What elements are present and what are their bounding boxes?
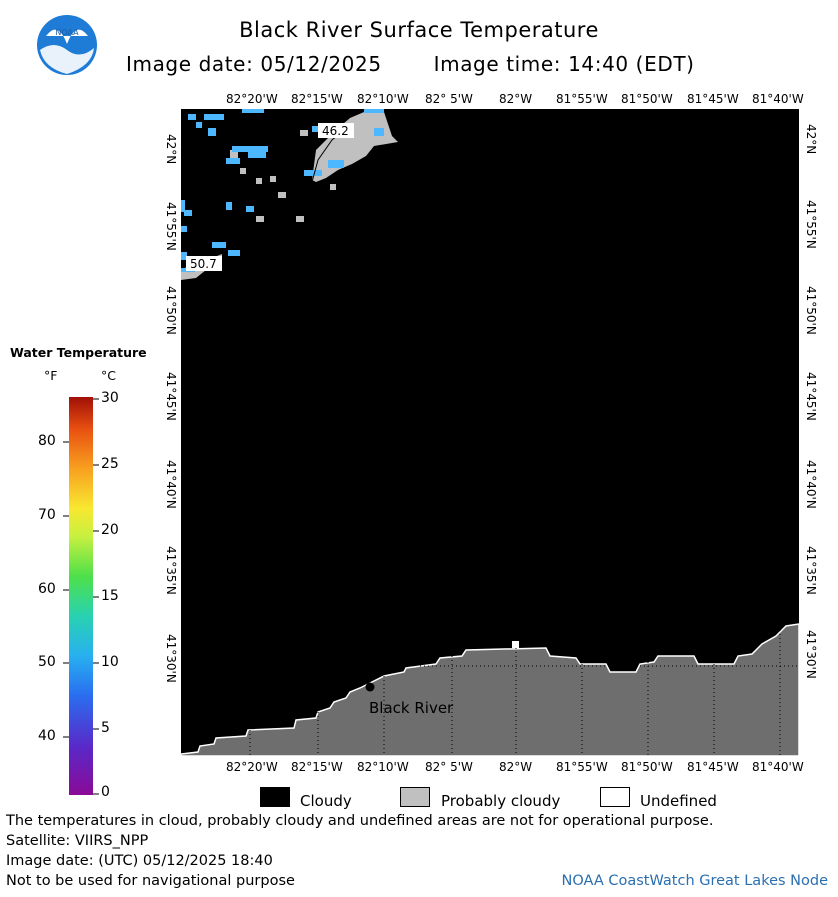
- lat-tick-right: 41°40'N: [804, 460, 818, 509]
- probably-cloudy-label: Probably cloudy: [441, 792, 561, 810]
- lon-tick-top: 82°15'W: [291, 92, 343, 106]
- cloudy-swatch: [260, 787, 290, 807]
- lon-tick-bottom: 81°55'W: [556, 760, 608, 774]
- f-scale-label: 40: [38, 728, 56, 744]
- lat-tick-right: 41°35'N: [804, 546, 818, 595]
- c-scale-label: 0: [101, 784, 110, 800]
- c-scale-label: 5: [101, 720, 110, 736]
- disclaimer-text: The temperatures in cloud, probably cloudy and undefined areas are not for operational purpose.: [6, 813, 714, 829]
- lat-tick-left: 41°40'N: [164, 460, 178, 509]
- black-river-marker: [366, 683, 375, 692]
- lon-tick-bottom: 82°10'W: [357, 760, 409, 774]
- unit-celsius: °C: [101, 368, 116, 383]
- image-date: Image date: 05/12/2025: [126, 52, 382, 76]
- lon-tick-bottom: 81°40'W: [752, 760, 804, 774]
- lat-tick-right: 41°30'N: [804, 630, 818, 679]
- lon-tick-top: 81°55'W: [556, 92, 608, 106]
- lon-tick-top: 82°10'W: [357, 92, 409, 106]
- satellite-text: Satellite: VIIRS_NPP: [6, 833, 149, 849]
- lon-tick-top: 82°20'W: [226, 92, 278, 106]
- lon-tick-top: 81°45'W: [687, 92, 739, 106]
- nav-warning-text: Not to be used for navigational purpose: [6, 873, 295, 889]
- utc-date-text: Image date: (UTC) 05/12/2025 18:40: [6, 853, 273, 869]
- cloudy-label: Cloudy: [300, 792, 352, 810]
- temp-label-46-2: 46.2: [322, 124, 349, 138]
- lat-tick-left: 41°55'N: [164, 202, 178, 251]
- lat-tick-right: 41°50'N: [804, 286, 818, 335]
- lat-tick-left: 41°35'N: [164, 546, 178, 595]
- lon-tick-bottom: 82° 5'W: [425, 760, 473, 774]
- f-scale-label: 70: [38, 507, 56, 523]
- lon-tick-top: 82°W: [499, 92, 533, 106]
- page-title: Black River Surface Temperature: [239, 18, 599, 42]
- lon-tick-top: 81°40'W: [752, 92, 804, 106]
- legend-title: Water Temperature: [10, 345, 147, 360]
- lon-tick-bottom: 81°45'W: [687, 760, 739, 774]
- lat-tick-left: 41°45'N: [164, 372, 178, 421]
- logo-text: NOAA: [55, 28, 79, 37]
- c-scale-label: 20: [101, 522, 119, 538]
- undefined-swatch: [600, 787, 630, 807]
- lon-tick-top: 81°50'W: [621, 92, 673, 106]
- lon-tick-bottom: 82°20'W: [226, 760, 278, 774]
- f-scale-label: 60: [38, 581, 56, 597]
- f-scale-label: 50: [38, 654, 56, 670]
- unit-fahrenheit: °F: [44, 368, 58, 383]
- c-scale-label: 10: [101, 654, 119, 670]
- temp-label-50-7: 50.7: [190, 257, 217, 271]
- lon-tick-top: 82° 5'W: [425, 92, 473, 106]
- lat-tick-right: 42°N: [804, 124, 818, 155]
- image-time: Image time: 14:40 (EDT): [433, 52, 695, 76]
- c-scale-label: 25: [101, 456, 119, 472]
- lat-tick-left: 41°30'N: [164, 634, 178, 683]
- place-label-black-river: Black River: [369, 699, 454, 717]
- lon-tick-bottom: 81°50'W: [621, 760, 673, 774]
- f-scale-label: 80: [38, 433, 56, 449]
- credit-link[interactable]: NOAA CoastWatch Great Lakes Node: [561, 873, 828, 889]
- lon-tick-bottom: 82°15'W: [291, 760, 343, 774]
- probably-cloudy-swatch: [400, 787, 430, 807]
- lat-tick-left: 42°N: [164, 134, 178, 165]
- c-scale-label: 15: [101, 588, 119, 604]
- lat-tick-right: 41°45'N: [804, 372, 818, 421]
- lat-tick-right: 41°55'N: [804, 200, 818, 249]
- c-scale-label: 30: [101, 390, 119, 406]
- lat-tick-left: 41°50'N: [164, 286, 178, 335]
- lon-tick-bottom: 82°W: [499, 760, 533, 774]
- temperature-color-bar: [69, 397, 93, 795]
- undefined-label: Undefined: [640, 792, 717, 810]
- undefined-pixel: [512, 641, 519, 648]
